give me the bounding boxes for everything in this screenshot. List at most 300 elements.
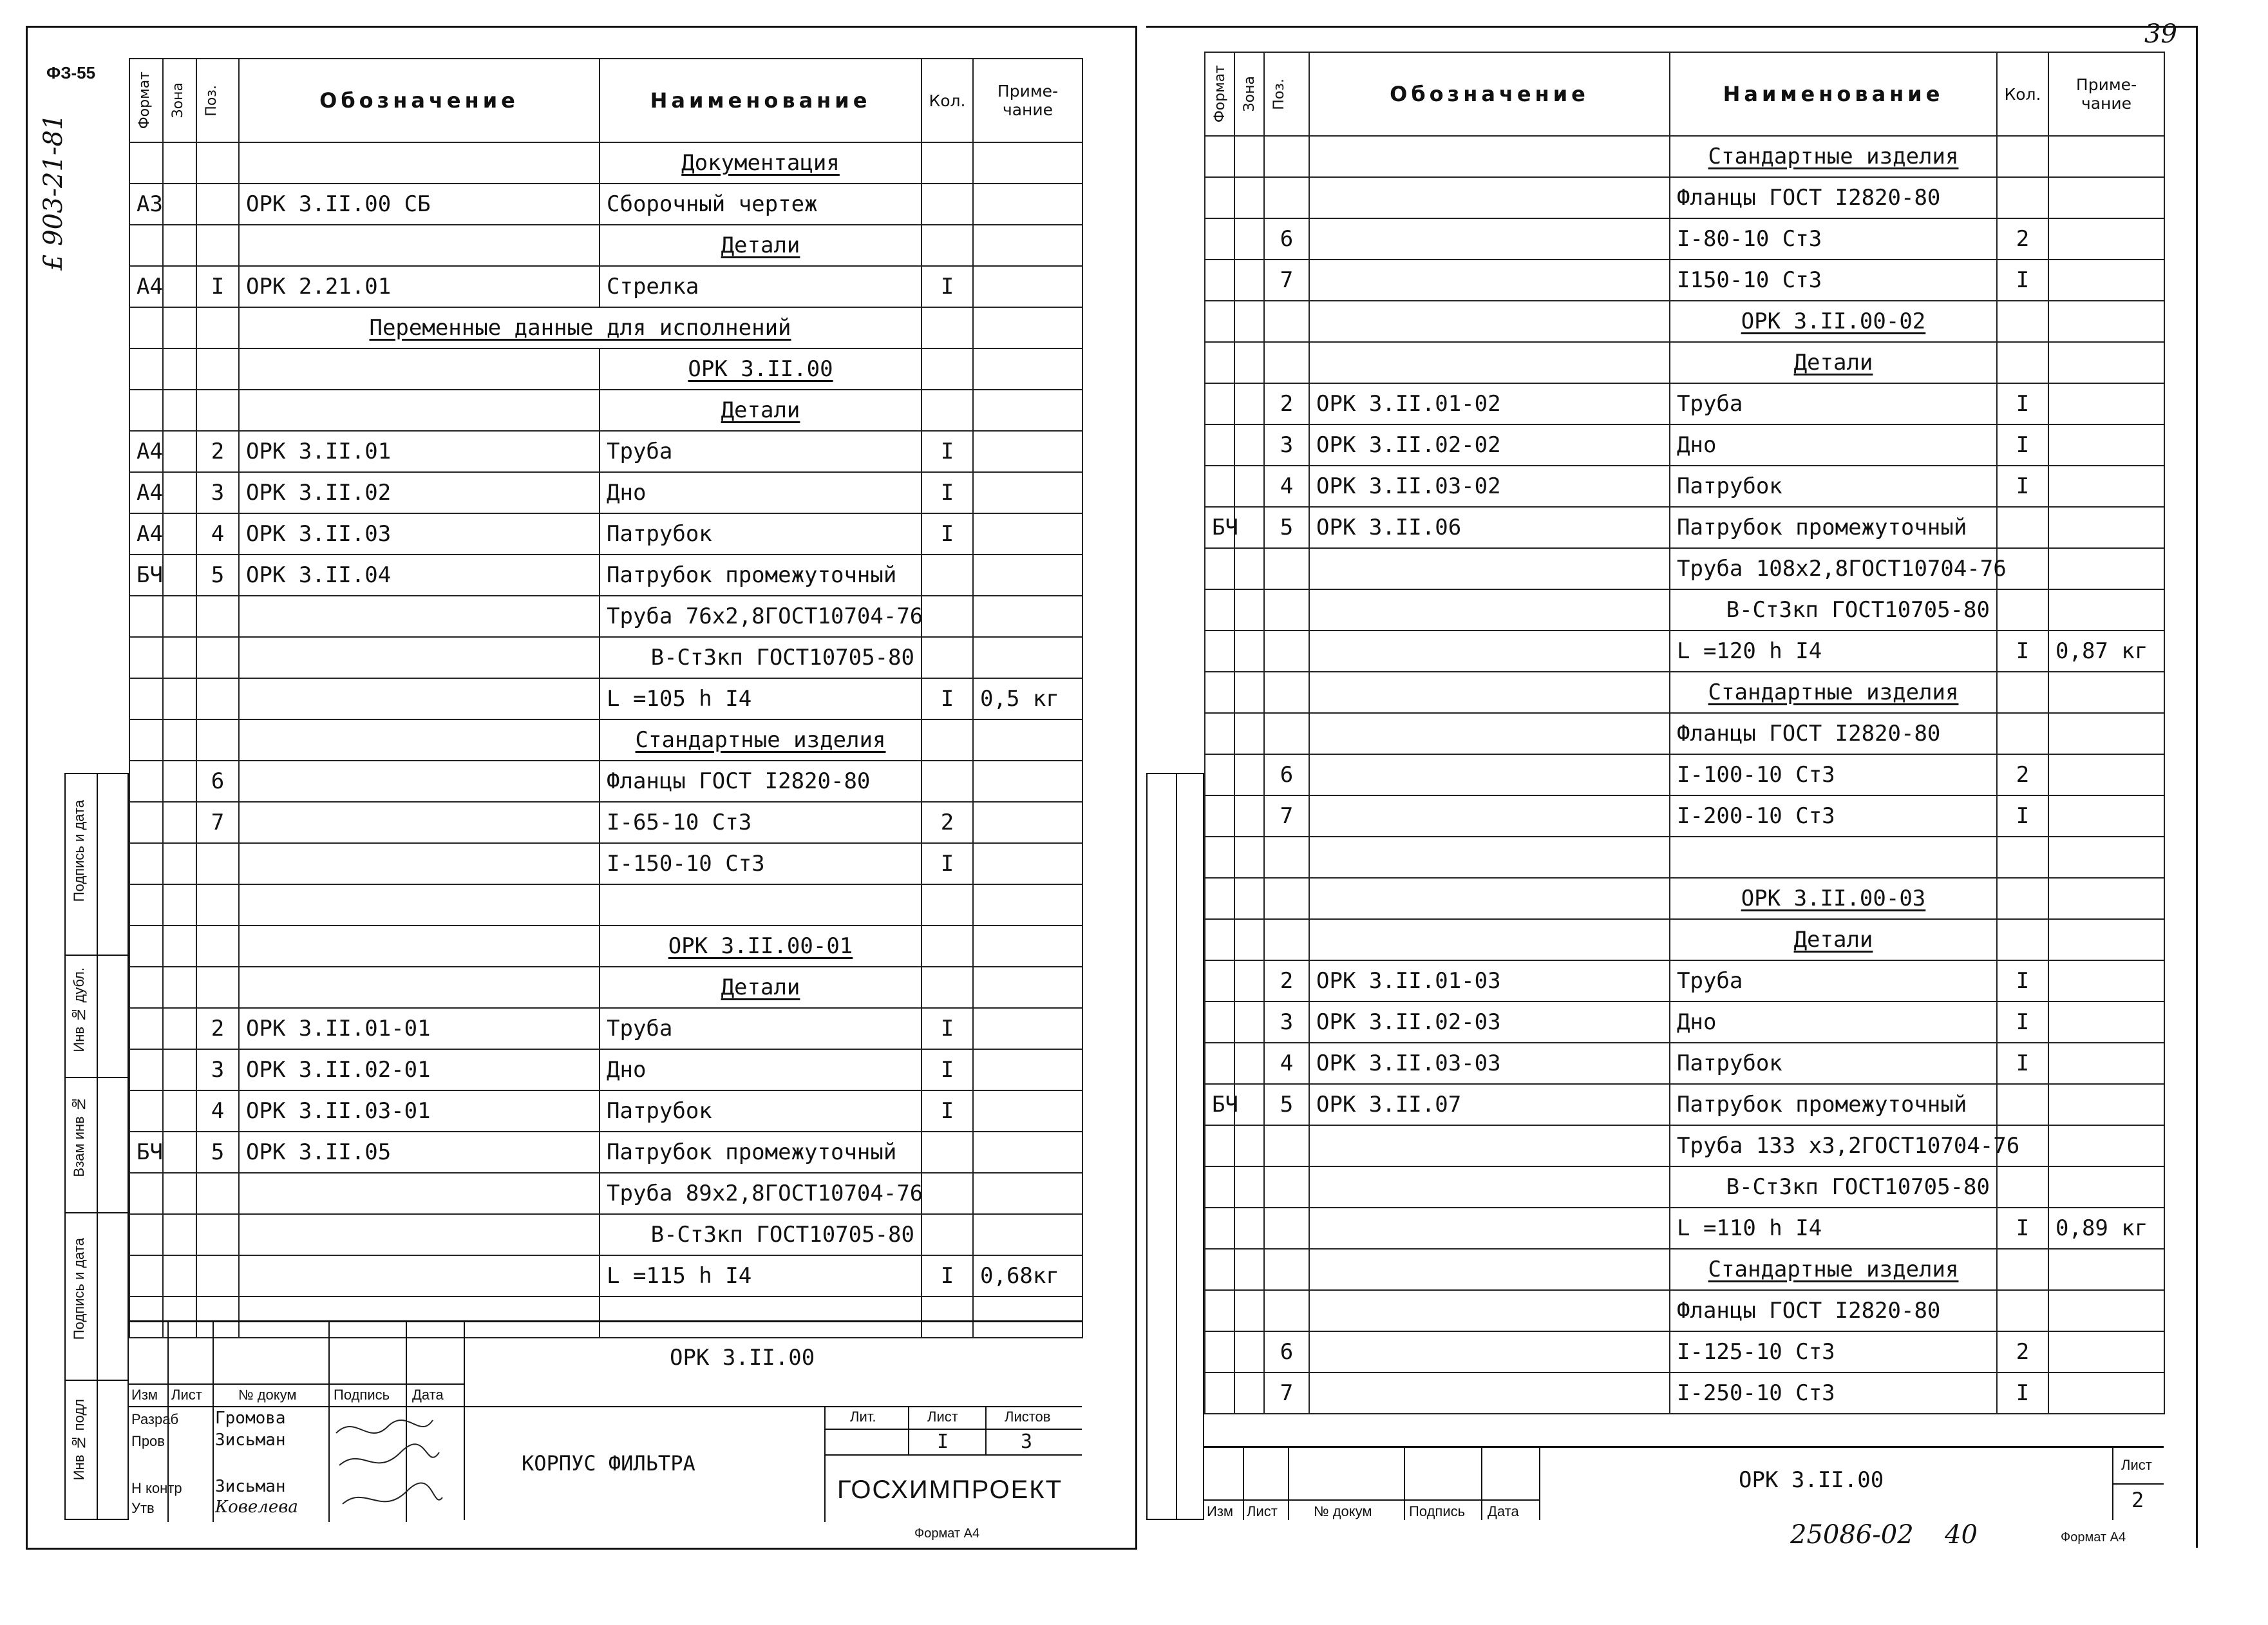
cell-qty: I bbox=[1997, 1002, 2048, 1043]
cell-name: I-250-10 Ст3 bbox=[1670, 1373, 1997, 1414]
cell-format: А4 bbox=[129, 472, 163, 513]
cell-name: В-Ст3кп ГОСТ10705-80 bbox=[1670, 1166, 1997, 1208]
cell-qty: I bbox=[921, 513, 973, 555]
table-row bbox=[1205, 1331, 2164, 1373]
cell-designation bbox=[1309, 631, 1670, 672]
cell-qty: I bbox=[1997, 260, 2048, 301]
cell-name: Детали bbox=[600, 225, 921, 266]
cell-qty: I bbox=[1997, 1043, 2048, 1084]
cell-pos: 4 bbox=[196, 513, 239, 555]
cell-pos: 2 bbox=[196, 431, 239, 472]
cell-name: Патрубок bbox=[600, 513, 921, 555]
cell-qty: I bbox=[1997, 466, 2048, 507]
table-header-row bbox=[1205, 52, 2164, 136]
cell-pos: 3 bbox=[196, 1049, 239, 1090]
cell-zone bbox=[1234, 1002, 1264, 1043]
cell-format bbox=[1205, 218, 1234, 260]
cell-name: Фланцы ГОСТ I2820-80 bbox=[1670, 177, 1997, 218]
right-format-label: Формат А4 bbox=[2061, 1530, 2126, 1544]
tb-doc-number: ОРК 3.II.00 bbox=[670, 1345, 815, 1371]
cell-name: Патрубок bbox=[1670, 1043, 1997, 1084]
cell-designation: ОРК 3.II.03-02 bbox=[1309, 466, 1670, 507]
cell-format bbox=[1205, 466, 1234, 507]
cell-format bbox=[1205, 1290, 1234, 1331]
cell-format bbox=[1205, 1208, 1234, 1249]
cell-zone bbox=[1234, 301, 1264, 342]
table-row bbox=[1205, 424, 2164, 466]
table-row bbox=[1205, 837, 2164, 878]
cell-designation: ОРК 3.II.06 bbox=[1309, 507, 1670, 548]
cell-note bbox=[2048, 919, 2164, 960]
cell-note bbox=[2048, 672, 2164, 713]
cell-pos: 5 bbox=[1264, 507, 1309, 548]
tb-person: Зисьман bbox=[215, 1430, 286, 1450]
tb-col-header: Дата bbox=[1488, 1503, 1519, 1519]
cell-name: Дно bbox=[1670, 424, 1997, 466]
cell-pos: 5 bbox=[1264, 1084, 1309, 1125]
cell-name: ОРК 3.II.00 bbox=[600, 348, 921, 390]
cell-zone bbox=[1234, 1043, 1264, 1084]
cell-zone bbox=[1234, 548, 1264, 589]
cell-designation: ОРК 3.II.02-03 bbox=[1309, 1002, 1670, 1043]
tb-role: Утв bbox=[131, 1500, 155, 1516]
table-row bbox=[1205, 342, 2164, 383]
cell-qty: I bbox=[1997, 424, 2048, 466]
cell-name: I-200-10 Ст3 bbox=[1670, 795, 1997, 837]
cell-note bbox=[2048, 589, 2164, 631]
cell-qty bbox=[1997, 878, 2048, 919]
cell-qty bbox=[1997, 672, 2048, 713]
cell-name: I-100-10 Ст3 bbox=[1670, 754, 1997, 795]
cell-format bbox=[1205, 383, 1234, 424]
cell-format bbox=[1205, 919, 1234, 960]
cell-pos: 2 bbox=[196, 1008, 239, 1049]
cell-qty: I bbox=[921, 1255, 973, 1297]
cell-pos: 5 bbox=[196, 555, 239, 596]
cell-designation: ОРК 3.II.05 bbox=[239, 1132, 600, 1173]
header-format: Формат bbox=[1205, 52, 1234, 136]
cell-zone bbox=[1234, 878, 1264, 919]
tb-lit-label: Лит. bbox=[850, 1409, 876, 1425]
cell-designation bbox=[1309, 342, 1670, 383]
cell-note bbox=[2048, 713, 2164, 754]
header-designation: Обозначение bbox=[1309, 52, 1670, 136]
cell-designation bbox=[1309, 713, 1670, 754]
cell-pos: 5 bbox=[196, 1132, 239, 1173]
header-pos: Поз. bbox=[1264, 52, 1309, 136]
cell-name: Стрелка bbox=[600, 266, 921, 307]
tb-col-header: Подпись bbox=[1409, 1503, 1466, 1519]
cell-designation: ОРК 2.21.01 bbox=[239, 266, 600, 307]
cell-note bbox=[2048, 1290, 2164, 1331]
table-row bbox=[1205, 1373, 2164, 1414]
cell-designation bbox=[1309, 1249, 1670, 1290]
cell-format bbox=[1205, 1125, 1234, 1166]
cell-format: БЧ bbox=[1205, 1084, 1234, 1125]
cell-qty bbox=[1997, 301, 2048, 342]
table-row bbox=[1205, 1290, 2164, 1331]
tb-col-header: Подпись bbox=[334, 1387, 390, 1403]
cell-zone bbox=[1234, 136, 1264, 177]
cell-note bbox=[2048, 795, 2164, 837]
tb-sheets-label: Листов bbox=[1005, 1409, 1051, 1425]
cell-zone bbox=[1234, 507, 1264, 548]
cell-name: ОРК 3.II.00-03 bbox=[1670, 878, 1997, 919]
cell-designation: ОРК 3.II.04 bbox=[239, 555, 600, 596]
tb-person: Ковелева bbox=[215, 1497, 298, 1517]
sidebar-label: Подпись и дата bbox=[71, 1238, 87, 1340]
tb-person: Громова bbox=[215, 1409, 286, 1428]
cell-note bbox=[2048, 960, 2164, 1002]
cell-qty: 2 bbox=[1997, 754, 2048, 795]
cell-note bbox=[2048, 383, 2164, 424]
cell-format bbox=[1205, 1002, 1234, 1043]
cell-qty: 2 bbox=[1997, 218, 2048, 260]
tb-col-header: Дата bbox=[412, 1387, 444, 1403]
cell-name: Труба bbox=[600, 1008, 921, 1049]
cell-name: Патрубок промежуточный bbox=[1670, 507, 1997, 548]
tb-org: ГОСХИМПРОЕКТ bbox=[837, 1476, 1063, 1504]
header-name: Наименование bbox=[600, 59, 921, 142]
cell-pos bbox=[1264, 919, 1309, 960]
cell-name: ОРК 3.II.00-02 bbox=[1670, 301, 1997, 342]
cell-name: Детали bbox=[600, 390, 921, 431]
cell-pos: 2 bbox=[1264, 960, 1309, 1002]
cell-qty: I bbox=[921, 678, 973, 719]
cell-zone bbox=[1234, 466, 1264, 507]
cell-note bbox=[2048, 1166, 2164, 1208]
cell-zone bbox=[1234, 754, 1264, 795]
cell-designation bbox=[1309, 260, 1670, 301]
cell-designation: ОРК 3.II.02-01 bbox=[239, 1049, 600, 1090]
cell-zone bbox=[1234, 1125, 1264, 1166]
cell-pos bbox=[1264, 1249, 1309, 1290]
cell-qty: I bbox=[921, 843, 973, 884]
cell-name: Труба bbox=[600, 431, 921, 472]
cell-name: I-125-10 Ст3 bbox=[1670, 1331, 1997, 1373]
cell-format: А4 bbox=[129, 513, 163, 555]
cell-format bbox=[1205, 136, 1234, 177]
table-row bbox=[1205, 919, 2164, 960]
cell-zone bbox=[1234, 589, 1264, 631]
cell-format: БЧ bbox=[129, 1132, 163, 1173]
cell-designation bbox=[1309, 1373, 1670, 1414]
cell-zone bbox=[1234, 1166, 1264, 1208]
header-qty: Кол. bbox=[921, 59, 973, 142]
cell-pos: 6 bbox=[1264, 218, 1309, 260]
cell-pos: 7 bbox=[1264, 1373, 1309, 1414]
cell-note bbox=[2048, 878, 2164, 919]
cell-note bbox=[2048, 136, 2164, 177]
cell-format bbox=[1205, 631, 1234, 672]
cell-zone bbox=[1234, 1208, 1264, 1249]
cell-designation: ОРК 3.II.03 bbox=[239, 513, 600, 555]
cell-note bbox=[2048, 218, 2164, 260]
left-handwritten-code: £ 903-21-81 bbox=[39, 113, 68, 271]
cell-format bbox=[1205, 795, 1234, 837]
cell-qty: I bbox=[921, 431, 973, 472]
table-row bbox=[1205, 466, 2164, 507]
cell-pos: 7 bbox=[1264, 260, 1309, 301]
cell-format bbox=[1205, 342, 1234, 383]
cell-pos bbox=[1264, 1125, 1309, 1166]
cell-note bbox=[2048, 1249, 2164, 1290]
cell-note: 0,68кг bbox=[973, 1255, 1082, 1297]
cell-name: Дно bbox=[1670, 1002, 1997, 1043]
header-name: Наименование bbox=[1670, 52, 1997, 136]
sidebar-label: Инв № подл bbox=[71, 1399, 87, 1481]
cell-qty: I bbox=[921, 1008, 973, 1049]
header-zone: Зона bbox=[163, 59, 196, 142]
cell-name: Труба bbox=[1670, 383, 1997, 424]
cell-qty bbox=[1997, 1249, 2048, 1290]
cell-name: Патрубок промежуточный bbox=[1670, 1084, 1997, 1125]
cell-designation bbox=[1309, 1125, 1670, 1166]
header-note: Приме-чание bbox=[973, 59, 1082, 142]
cell-name: Стандартные изделия bbox=[1670, 136, 1997, 177]
table-row bbox=[1205, 960, 2164, 1002]
sidebar-label: Взам инв № bbox=[71, 1096, 87, 1177]
cell-qty bbox=[1997, 136, 2048, 177]
cell-qty bbox=[1997, 342, 2048, 383]
table-row bbox=[1205, 136, 2164, 177]
table-row bbox=[1205, 1002, 2164, 1043]
table-row bbox=[1205, 260, 2164, 301]
table-row bbox=[1205, 1043, 2164, 1084]
cell-format bbox=[1205, 1373, 1234, 1414]
header-format: Формат bbox=[129, 59, 163, 142]
cell-pos: 7 bbox=[1264, 795, 1309, 837]
cell-designation bbox=[1309, 301, 1670, 342]
table-row bbox=[1205, 754, 2164, 795]
cell-name: L =110 h I4 bbox=[1670, 1208, 1997, 1249]
tb-title: КОРПУС ФИЛЬТРА bbox=[522, 1451, 695, 1476]
table-row bbox=[1205, 1166, 2164, 1208]
cell-format bbox=[1205, 424, 1234, 466]
header-qty: Кол. bbox=[1997, 52, 2048, 136]
cell-pos: 6 bbox=[1264, 754, 1309, 795]
cell-pos: 4 bbox=[1264, 466, 1309, 507]
tb-role: Разраб bbox=[131, 1411, 179, 1427]
cell-pos bbox=[1264, 136, 1309, 177]
cell-zone bbox=[1234, 424, 1264, 466]
cell-zone bbox=[1234, 672, 1264, 713]
cell-pos bbox=[1264, 878, 1309, 919]
tb-role: Пров bbox=[131, 1433, 165, 1449]
cell-pos: 2 bbox=[1264, 383, 1309, 424]
sidebar-label: Подпись и дата bbox=[71, 800, 87, 902]
cell-format: А3 bbox=[129, 184, 163, 225]
cell-note bbox=[2048, 754, 2164, 795]
cell-zone bbox=[1234, 795, 1264, 837]
cell-name: I-80-10 Ст3 bbox=[1670, 218, 1997, 260]
cell-name: Патрубок промежуточный bbox=[600, 555, 921, 596]
cell-qty bbox=[1997, 837, 2048, 878]
cell-format bbox=[1205, 672, 1234, 713]
cell-name: Стандартные изделия bbox=[1670, 1249, 1997, 1290]
cell-zone bbox=[1234, 1290, 1264, 1331]
cell-name: В-Ст3кп ГОСТ10705-80 bbox=[600, 637, 921, 678]
cell-note bbox=[2048, 301, 2164, 342]
cell-format bbox=[1205, 837, 1234, 878]
cell-designation bbox=[1309, 1331, 1670, 1373]
cell-name: L =120 h I4 bbox=[1670, 631, 1997, 672]
tb-person: Зисьман bbox=[215, 1477, 286, 1496]
cell-designation bbox=[1309, 548, 1670, 589]
cell-pos: 6 bbox=[1264, 1331, 1309, 1373]
cell-designation bbox=[1309, 754, 1670, 795]
right-title-block bbox=[1204, 1446, 2164, 1520]
cell-name: Документация bbox=[600, 142, 921, 184]
cell-designation bbox=[1309, 218, 1670, 260]
cell-designation: ОРК 3.II.02 bbox=[239, 472, 600, 513]
cell-pos bbox=[1264, 342, 1309, 383]
cell-format: А4 bbox=[129, 266, 163, 307]
left-corner-code: ФЗ-55 bbox=[46, 63, 96, 82]
cell-pos bbox=[1264, 589, 1309, 631]
cell-designation bbox=[1309, 795, 1670, 837]
cell-qty: I bbox=[1997, 1373, 2048, 1414]
table-row bbox=[1205, 177, 2164, 218]
cell-note bbox=[2048, 1043, 2164, 1084]
cell-pos bbox=[1264, 1166, 1309, 1208]
cell-name: Детали bbox=[1670, 919, 1997, 960]
cell-pos bbox=[1264, 548, 1309, 589]
cell-pos bbox=[1264, 1208, 1309, 1249]
left-format-label: Формат А4 bbox=[914, 1526, 980, 1541]
cell-designation: ОРК 3.II.00 СБ bbox=[239, 184, 600, 225]
table-row bbox=[1205, 301, 2164, 342]
cell-note bbox=[2048, 424, 2164, 466]
cell-name: L =105 h I4 bbox=[600, 678, 921, 719]
cell-name: Стандартные изделия bbox=[600, 719, 921, 761]
cell-designation bbox=[1309, 878, 1670, 919]
tb-sheets: 3 bbox=[1021, 1430, 1033, 1453]
cell-name: L =115 h I4 bbox=[600, 1255, 921, 1297]
cell-pos bbox=[1264, 672, 1309, 713]
cell-name: Детали bbox=[1670, 342, 1997, 383]
cell-format bbox=[1205, 260, 1234, 301]
table-row bbox=[1205, 672, 2164, 713]
cell-zone bbox=[1234, 1373, 1264, 1414]
cell-note bbox=[2048, 1084, 2164, 1125]
cell-name: Фланцы ГОСТ I2820-80 bbox=[600, 761, 921, 802]
tb-col-header: Лист bbox=[1247, 1503, 1278, 1519]
cell-name: Патрубок bbox=[1670, 466, 1997, 507]
cell-name: Детали bbox=[600, 967, 921, 1008]
tb-col-header: № докум bbox=[1314, 1503, 1372, 1519]
cell-note: 0,89 кг bbox=[2048, 1208, 2164, 1249]
tb-col-header: Изм bbox=[1207, 1503, 1234, 1519]
table-row bbox=[1205, 631, 2164, 672]
header-designation: Обозначение bbox=[239, 59, 600, 142]
cell-name: В-Ст3кп ГОСТ10705-80 bbox=[1670, 589, 1997, 631]
cell-pos: 4 bbox=[196, 1090, 239, 1132]
cell-qty bbox=[1997, 507, 2048, 548]
tb-col-header: Изм bbox=[131, 1387, 158, 1403]
cell-name: Стандартные изделия bbox=[1670, 672, 1997, 713]
cell-note: 0,5 кг bbox=[973, 678, 1082, 719]
cell-name: I-150-10 Ст3 bbox=[600, 843, 921, 884]
tb-role: Н контр bbox=[131, 1480, 182, 1496]
cell-designation: ОРК 3.II.01-01 bbox=[239, 1008, 600, 1049]
cell-zone bbox=[1234, 837, 1264, 878]
cell-zone bbox=[1234, 1331, 1264, 1373]
cell-name: Переменные данные для исполнений bbox=[239, 307, 921, 348]
cell-format bbox=[1205, 878, 1234, 919]
cell-name: I150-10 Ст3 bbox=[1670, 260, 1997, 301]
cell-name bbox=[1670, 837, 1997, 878]
cell-pos: I bbox=[196, 266, 239, 307]
left-outer-border bbox=[26, 26, 1137, 1550]
table-row bbox=[1205, 878, 2164, 919]
cell-note bbox=[2048, 507, 2164, 548]
tb-col-header: № докум bbox=[238, 1387, 297, 1403]
cell-note bbox=[2048, 1125, 2164, 1166]
cell-zone bbox=[1234, 631, 1264, 672]
cell-qty bbox=[1997, 713, 2048, 754]
cell-designation bbox=[1309, 1166, 1670, 1208]
cell-designation bbox=[1309, 1208, 1670, 1249]
cell-format bbox=[1205, 1249, 1234, 1290]
cell-pos bbox=[1264, 301, 1309, 342]
cell-name: Фланцы ГОСТ I2820-80 bbox=[1670, 1290, 1997, 1331]
cell-name: Дно bbox=[600, 1049, 921, 1090]
cell-note bbox=[2048, 466, 2164, 507]
table-row bbox=[1205, 1084, 2164, 1125]
cell-pos: 3 bbox=[1264, 424, 1309, 466]
cell-note bbox=[2048, 177, 2164, 218]
cell-note bbox=[2048, 1002, 2164, 1043]
cell-note bbox=[2048, 1331, 2164, 1373]
cell-zone bbox=[1234, 919, 1264, 960]
right-spec-table bbox=[1204, 52, 2165, 1414]
cell-qty: I bbox=[1997, 1208, 2048, 1249]
tb-col-header: Лист bbox=[171, 1387, 202, 1403]
cell-pos: 4 bbox=[1264, 1043, 1309, 1084]
right-archive-number: 25086-02 bbox=[1790, 1520, 1914, 1550]
cell-zone bbox=[1234, 177, 1264, 218]
cell-name: Труба 133 х3,2ГОСТ10704-76 bbox=[1670, 1125, 1997, 1166]
cell-zone bbox=[1234, 260, 1264, 301]
tb-sheet-label: Лист bbox=[927, 1409, 958, 1425]
cell-qty: I bbox=[1997, 795, 2048, 837]
cell-qty: I bbox=[1997, 383, 2048, 424]
cell-format: А4 bbox=[129, 431, 163, 472]
cell-qty: I bbox=[921, 1049, 973, 1090]
cell-designation bbox=[1309, 177, 1670, 218]
cell-note bbox=[2048, 837, 2164, 878]
sidebar-label: Инв № дубл. bbox=[71, 967, 87, 1052]
cell-pos bbox=[1264, 1290, 1309, 1331]
cell-format: БЧ bbox=[129, 555, 163, 596]
cell-designation bbox=[1309, 672, 1670, 713]
cell-name: Фланцы ГОСТ I2820-80 bbox=[1670, 713, 1997, 754]
cell-format bbox=[1205, 754, 1234, 795]
cell-format: БЧ bbox=[1205, 507, 1234, 548]
cell-format bbox=[1205, 713, 1234, 754]
cell-pos bbox=[1264, 631, 1309, 672]
cell-designation: ОРК 3.II.02-02 bbox=[1309, 424, 1670, 466]
cell-format bbox=[1205, 1331, 1234, 1373]
cell-qty bbox=[1997, 1166, 2048, 1208]
cell-zone bbox=[1234, 342, 1264, 383]
cell-qty: I bbox=[1997, 631, 2048, 672]
cell-name: I-65-10 Ст3 bbox=[600, 802, 921, 843]
cell-pos bbox=[1264, 713, 1309, 754]
cell-zone bbox=[1234, 713, 1264, 754]
cell-designation: ОРК 3.II.03-03 bbox=[1309, 1043, 1670, 1084]
